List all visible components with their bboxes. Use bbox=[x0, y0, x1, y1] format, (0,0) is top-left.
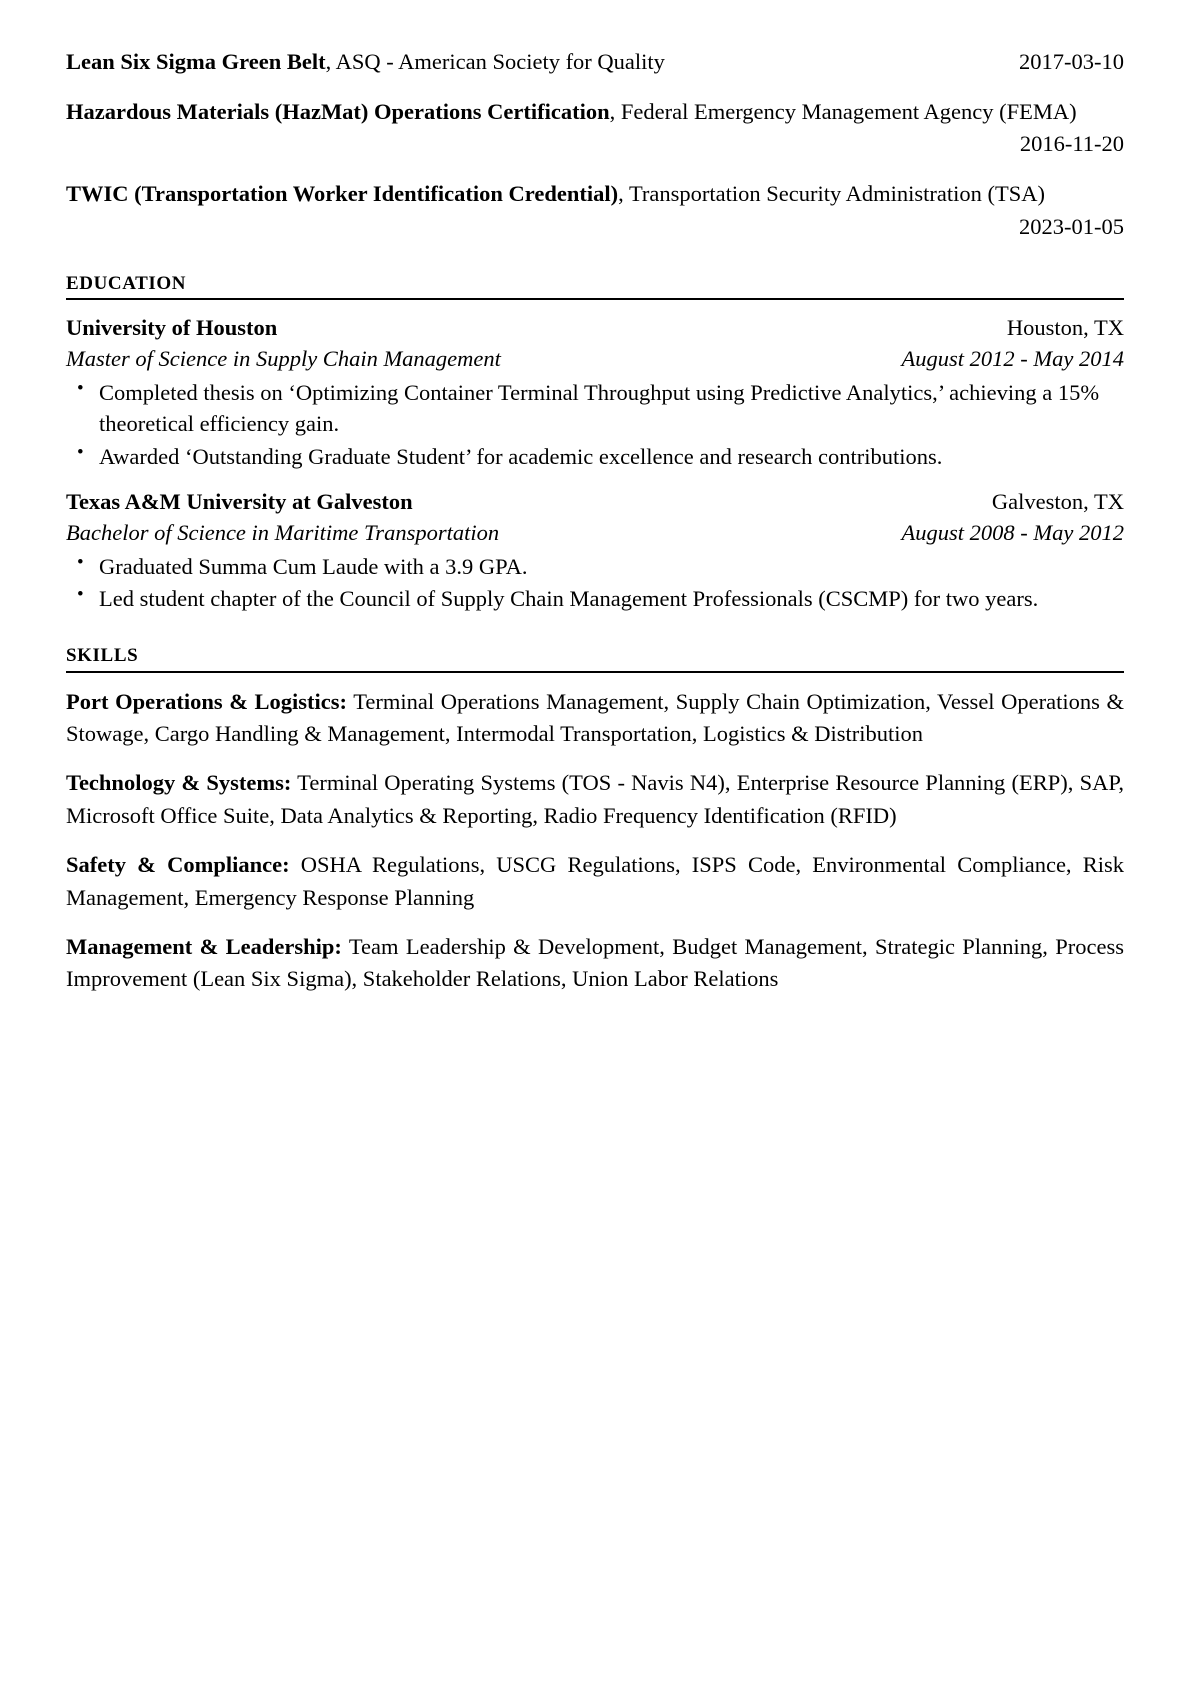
section-rule bbox=[66, 671, 1124, 673]
education-entry-header bbox=[66, 487, 1124, 518]
skill-category: Management & Leadership: bbox=[66, 934, 342, 959]
certification-date: 2017-03-10 bbox=[1019, 49, 1124, 74]
certification-date: 2023-01-05 bbox=[1019, 213, 1124, 239]
skill-items: Terminal Operations Management, Supply Chain Optimization, Vessel Operations & Stowage, Cargo Handling & Management, Intermodal Transportation, Logistics & Distribution bbox=[66, 688, 1124, 747]
education-section bbox=[66, 265, 1124, 615]
degree-title: Master of Science in Supply Chain Management bbox=[66, 345, 501, 371]
education-entry bbox=[66, 313, 1124, 473]
list-item: • Led student chapter of the Council of Supply Chain Management Professionals (CSCMP) for two years. bbox=[66, 583, 1124, 615]
section-rule bbox=[66, 298, 1124, 300]
education-entry-header bbox=[66, 313, 1124, 344]
education-bullets bbox=[66, 377, 1124, 474]
certification-name: Lean Six Sigma Green Belt bbox=[66, 49, 326, 74]
certification-date: 2016-11-20 bbox=[1019, 131, 1124, 157]
school-name: Texas A&M University at Galveston bbox=[66, 489, 413, 515]
degree-dates: August 2008 - May 2012 bbox=[901, 519, 1124, 545]
skills-section bbox=[66, 637, 1124, 995]
certification-issuer: Federal Emergency Management Agency (FEMA) bbox=[620, 98, 1077, 124]
skill-group bbox=[66, 686, 1124, 751]
certification-issuer: ASQ - American Society for Quality bbox=[335, 49, 665, 74]
certification-separator: , bbox=[325, 49, 336, 74]
section-heading-skills: skills bbox=[66, 637, 139, 668]
school-location: Galveston, TX bbox=[991, 489, 1124, 515]
skill-items: OSHA Regulations, USCG Regulations, ISPS Code, Environmental Compliance, Risk Management, Emergency Response Planning bbox=[66, 852, 1125, 910]
certification-name: TWIC (Transportation Worker Identification Credential) bbox=[66, 180, 619, 206]
section-heading-education: education bbox=[66, 265, 187, 296]
certifications-list bbox=[66, 46, 1124, 243]
education-entry-subheader bbox=[66, 344, 1124, 375]
list-item: • Graduated Summa Cum Laude with a 3.9 GPA. bbox=[66, 551, 1124, 583]
education-entry-subheader bbox=[66, 518, 1124, 549]
certification-separator: , bbox=[609, 98, 621, 124]
page-content bbox=[66, 46, 1124, 996]
school-name: University of Houston bbox=[66, 315, 278, 341]
education-bullets bbox=[66, 551, 1124, 616]
skill-items: Team Leadership & Development, Budget Management, Strategic Planning, Process Improvement (Lean Six Sigma), Stakeholder Relations, Union Labor Relations bbox=[66, 934, 1125, 992]
skill-items: Terminal Operating Systems (TOS - Navis N4), Enterprise Resource Planning (ERP), SAP, Microsoft Office Suite, Data Analytics & Reporting, Radio Frequency Identification (RFID) bbox=[66, 770, 1125, 828]
skill-category: Port Operations & Logistics: bbox=[66, 688, 348, 714]
certification-separator: , bbox=[618, 180, 629, 206]
education-entry bbox=[66, 487, 1124, 615]
certification-issuer: Transportation Security Administration (TSA) bbox=[628, 180, 1045, 206]
skill-category: Safety & Compliance: bbox=[66, 852, 290, 878]
degree-dates: August 2012 - May 2014 bbox=[901, 345, 1124, 371]
skill-group bbox=[66, 849, 1124, 914]
certification-entry bbox=[66, 46, 1124, 79]
certification-entry bbox=[66, 96, 1124, 161]
certification-name: Hazardous Materials (HazMat) Operations Certification bbox=[66, 98, 610, 124]
school-location: Houston, TX bbox=[1006, 315, 1124, 341]
certification-entry bbox=[66, 178, 1124, 243]
list-item: • Completed thesis on ‘Optimizing Container Terminal Throughput using Predictive Analytics,’ achieving a 15% theoretical efficiency gain. bbox=[66, 377, 1124, 441]
degree-title: Bachelor of Science in Maritime Transportation bbox=[66, 519, 500, 545]
skill-category: Technology & Systems: bbox=[66, 770, 292, 796]
list-item: • Awarded ‘Outstanding Graduate Student’ for academic excellence and research contributions. bbox=[66, 441, 1124, 473]
skill-group bbox=[66, 767, 1124, 832]
skill-group bbox=[66, 931, 1124, 996]
